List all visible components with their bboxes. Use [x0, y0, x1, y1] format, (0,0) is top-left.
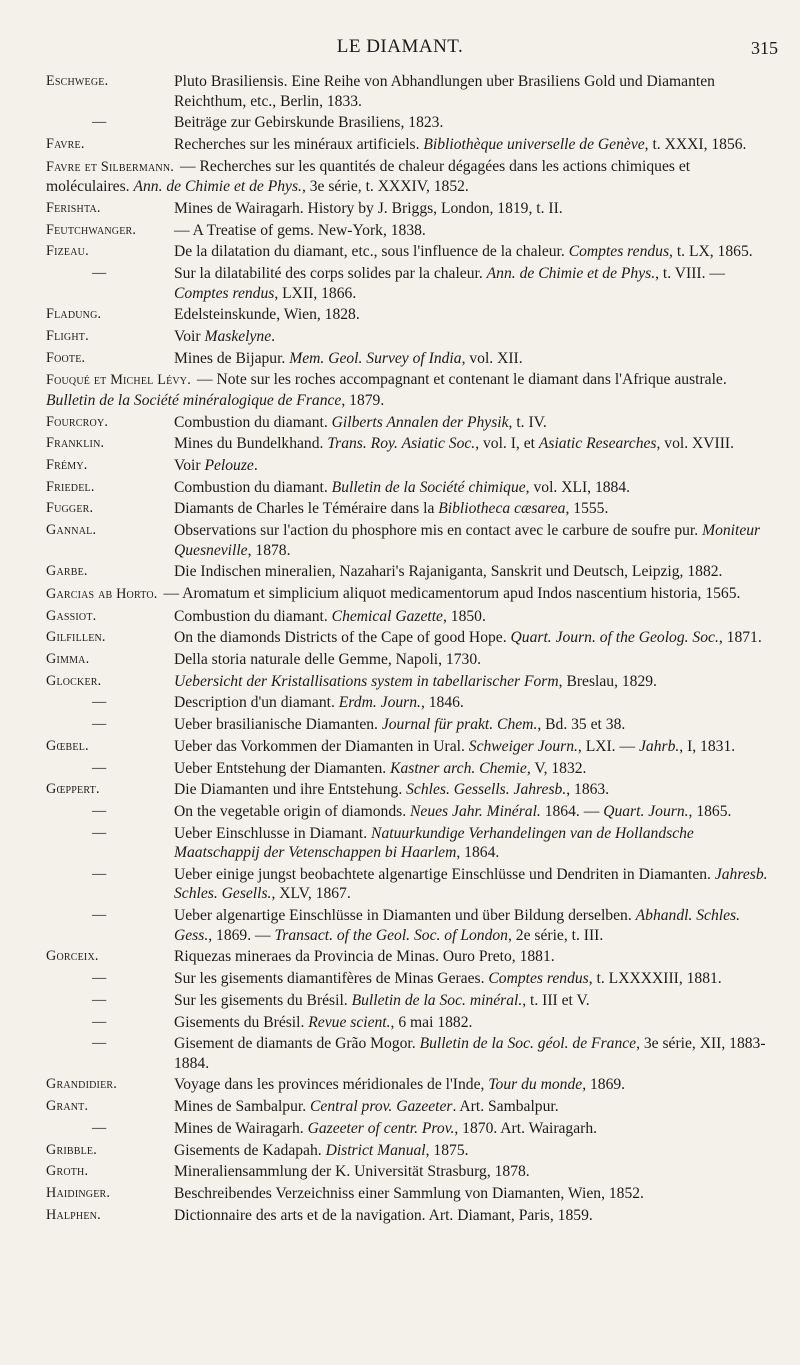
bibliography-entry [0, 824, 800, 863]
entry-text: Ueber algenartige Einschlüsse in Diamanten und über Bildung derselben. [174, 907, 636, 925]
entry-text: Sur les gisements du Brésil. [174, 991, 352, 1009]
entry-author: Groth. [46, 1163, 89, 1180]
bibliography-entry [0, 1034, 800, 1073]
entry-author: Gœppert. [46, 781, 100, 798]
entry-author: — [92, 824, 107, 841]
entry-source-title: Bibliothèque universelle de Genève [423, 135, 645, 153]
entry-author: Feutchwanger. [46, 221, 137, 238]
entry-source-title: Abhandl. Schles. Gess. [174, 907, 740, 944]
entry-text: , t. LX, 1865. [669, 243, 753, 261]
entry-source-title: Erdm. Journ. [338, 694, 421, 712]
entry-author: Glocker. [46, 672, 102, 689]
entry-text: Sur les gisements diamantifères de Minas Geraes. [174, 970, 489, 988]
entry-author: Grandidier. [46, 1076, 117, 1093]
entry-author: Gannal. [46, 522, 97, 539]
entry-text: De la dilatation du diamant, etc., sous l'influence de la chaleur. [174, 243, 569, 261]
entry-author: — [92, 907, 107, 924]
bibliography-entry [0, 628, 800, 648]
entry-text: Pluto Brasiliensis. Eine Reihe von Abhandlungen uber Brasiliens Gold und Diamanten Reichthum, etc., Berlin, 1833. [174, 73, 715, 110]
bibliography-entry [0, 584, 800, 605]
page-header [0, 36, 800, 64]
entry-text: . [253, 457, 258, 474]
entry-text: , 1865. [688, 802, 732, 820]
entry-author: — [92, 759, 107, 776]
entry-author: Frémy. [46, 457, 88, 473]
entry-text: , 1864. [456, 844, 500, 862]
entry-author: Friedel. [46, 478, 95, 495]
entry-text: Mines de Wairagarh. History by J. Briggs, London, 1819, t. II. [174, 199, 563, 217]
entry-citation [174, 479, 630, 496]
entry-author: — [92, 802, 107, 819]
entry-text: Ueber das Vorkommen der Diamanten in Ural. [174, 737, 469, 755]
bibliography-entry [0, 1206, 800, 1226]
entry-text: , 1875. [425, 1141, 469, 1159]
entry-source-title: Jahresb. Schles. Gesells. [174, 865, 768, 903]
entry-text: — Note sur les roches accompagnant et contenant le diamant dans l'Afrique australe. [196, 371, 727, 389]
entry-author: Fizeau. [46, 243, 89, 260]
entry-text: , 3e série, XII, 1883-1884. [174, 1035, 766, 1072]
entry-citation [174, 716, 625, 733]
entry-text: Voyage dans les provinces méridionales de l'Inde, [174, 1076, 489, 1094]
entry-author: — [92, 970, 107, 987]
entry-text: Mines de Sambalpur. [174, 1098, 310, 1116]
entry-text: , 1871. [718, 629, 762, 647]
entry-author: Fugger. [46, 500, 94, 517]
entry-source-title: Gilberts Annalen der Physik [331, 413, 509, 431]
entry-text: Mineraliensammlung der K. Universität Strasburg, 1878. [174, 1163, 530, 1181]
entry-source-title: Quart. Journ. [603, 802, 689, 820]
bibliography-entry [0, 780, 800, 800]
entry-text: Beiträge zur Gebirskunde Brasiliens, 1823. [174, 114, 444, 132]
entry-text: , 1870. Art. Wairagarh. [454, 1119, 598, 1137]
entry-text: Observations sur l'action du phosphore mis en contact avec le carbure de soufre pur. [174, 522, 703, 540]
entry-text: , 6 mai 1882. [390, 1013, 473, 1031]
entry-source-title: Comptes rendus [568, 243, 670, 261]
entry-citation [174, 825, 694, 862]
bibliography-entry [0, 434, 800, 454]
bibliography-entry [0, 327, 800, 347]
entry-author: Favre. [46, 135, 85, 152]
entry-text: , vol. XII. [461, 349, 523, 367]
entry-source-title: Uebersicht der Kristallisations system in tabellarischer Form [174, 672, 559, 690]
entry-text: , LXII, 1866. [274, 284, 357, 302]
entry-text: , 1878. [247, 541, 291, 559]
entry-author: Favre et Silbermann. [46, 158, 175, 175]
entry-text: , vol. XLI, 1884. [525, 478, 631, 496]
entry-text: , I, 1831. [679, 737, 736, 755]
entry-author: Garcias ab Horto. [46, 586, 158, 603]
entry-text: Beschreibendes Verzeichniss einer Sammlung von Diamanten, Wien, 1852. [174, 1184, 644, 1202]
entry-text: — Recherches sur les quantités de chaleur dégagées dans les actions chimiques et moléculaires. [46, 157, 691, 196]
entry-source-title: Transact. of the Geol. Soc. of London [274, 926, 508, 944]
entry-citation [174, 500, 608, 517]
entry-citation [174, 948, 555, 965]
entry-text: , Breslau, 1829. [558, 672, 657, 690]
entry-source-title: Jahrb. [638, 737, 680, 755]
entry-citation [174, 136, 746, 153]
entry-author: Franklin. [46, 435, 105, 452]
entry-text: Die Indischen mineralien, Nazahari's Rajaniganta, Sanskrit und Deutsch, Leipzig, 1882. [174, 563, 723, 581]
entry-source-title: Gazeeter of centr. Prov. [307, 1119, 455, 1137]
entry-text: On the diamonds Districts of the Cape of good Hope. [174, 629, 511, 647]
entry-author: Gassiot. [46, 607, 97, 624]
entry-text: Combustion du diamant. [174, 607, 332, 625]
entry-author: Fourcroy. [46, 413, 109, 430]
bibliography-entry [0, 715, 800, 735]
entry-author: Flight. [46, 327, 89, 344]
entry-text: Gisements de Kadapah. [174, 1141, 326, 1159]
entry-text: , t. LXXXXIII, 1881. [588, 970, 722, 988]
entry-source-title: Trans. Roy. Asiatic Soc. [327, 435, 476, 453]
entry-author: Gœbel. [46, 737, 89, 754]
entry-text: , 1850. [442, 607, 486, 625]
entry-author: Gribble. [46, 1141, 97, 1158]
entry-source-title: Ann. de Chimie et de Phys. [486, 265, 656, 282]
bibliography-entry [0, 242, 800, 262]
entry-author: — [92, 991, 107, 1008]
entry-text: , 1863. [566, 781, 610, 799]
entry-source-title: Bibliotheca cæsarea [438, 500, 566, 518]
entry-text: Mines du Bundelkhand. [174, 435, 328, 453]
entry-author: Ferishta. [46, 199, 101, 216]
page-number: 315 [751, 38, 778, 58]
bibliography-entry [0, 693, 800, 713]
entry-citation [174, 457, 258, 474]
entry-citation [174, 970, 722, 987]
entry-citation [174, 200, 563, 217]
bibliography-entry [0, 991, 800, 1011]
bibliography-entry [0, 865, 800, 904]
entry-source-title: Bulletin de la Société chimique [331, 478, 526, 496]
entry-citation [174, 563, 722, 580]
entry-author: Halphen. [46, 1206, 101, 1223]
bibliography-entry [0, 947, 800, 967]
bibliography-entry [0, 264, 800, 303]
entry-source-title: Natuurkundige Verhandelingen van de Hollandsche Maatschappij der Vetenschappen bi Haarlem [174, 824, 694, 862]
entry-source-title: Comptes rendus [174, 284, 275, 302]
entry-citation [174, 1120, 597, 1137]
entry-citation [174, 522, 760, 559]
entry-text: Die Diamanten und ihre Entstehung. [174, 781, 407, 799]
entry-text: , 1869. — [208, 926, 275, 944]
bibliography-entry [0, 199, 800, 219]
entry-author: Fladung. [46, 306, 102, 323]
entry-citation [174, 243, 753, 260]
bibliography-entry [0, 607, 800, 627]
entry-citation [174, 328, 275, 345]
entry-text: Recherches sur les minéraux artificiels. [174, 135, 424, 153]
entry-text: Ueber Einschlusse in Diamant. [174, 824, 372, 842]
bibliography-entry [0, 113, 800, 133]
bibliography-entry [0, 906, 800, 945]
entry-citation [174, 694, 464, 711]
entry-text: 1864. — [540, 802, 604, 820]
bibliography-entry [0, 650, 800, 670]
entry-citation [174, 1185, 644, 1202]
entry-citation [174, 435, 734, 452]
entry-author: — [92, 716, 107, 733]
entry-citation [174, 1207, 593, 1224]
bibliography-entry [0, 1119, 800, 1139]
entry-text: Gisement de diamants de Grão Mogor. [174, 1035, 420, 1053]
bibliography-entry [0, 672, 800, 692]
bibliography-list [0, 72, 800, 1225]
entry-text: , 1869. [582, 1076, 626, 1094]
bibliography-entry [0, 521, 800, 560]
bibliography-entry [0, 1141, 800, 1161]
entry-source-title: Journal für prakt. Chem. [381, 716, 538, 734]
bibliography-entry [0, 737, 800, 757]
entry-text: , 1846. [420, 694, 464, 712]
entry-text: , t. XXXI, 1856. [644, 135, 747, 153]
bibliography-entry [0, 802, 800, 822]
bibliography-entry [0, 1184, 800, 1204]
entry-citation [174, 1098, 559, 1115]
entry-author: Gimma. [46, 651, 90, 668]
entry-source-title: Kastner arch. Chemie [390, 759, 527, 777]
entry-text: — Aromatum et simplicium aliquot medicamentorum apud Indos nascentium historia, 1565. [163, 585, 741, 603]
entry-citation [174, 114, 443, 131]
entry-author: Gilfillen. [46, 629, 106, 646]
entry-citation [174, 1014, 472, 1031]
entry-text: On the vegetable origin of diamonds. [174, 802, 411, 820]
bibliography-entry [0, 72, 800, 111]
entry-text: , V, 1832. [526, 759, 587, 777]
entry-text: Ueber Entstehung der Diamanten. [174, 759, 391, 777]
entry-citation [174, 866, 768, 903]
entry-author: Fouqué et Michel Lévy. [46, 372, 191, 389]
entry-text: Gisements du Brésil. [174, 1013, 309, 1031]
bibliography-entry [0, 499, 800, 519]
bibliography-entry [0, 221, 800, 241]
entry-text: , XLV, 1867. [271, 885, 351, 903]
entry-citation [174, 265, 725, 302]
entry-text: Voir [174, 457, 205, 474]
entry-text: Sur la dilatabilité des corps solides par la chaleur. [174, 265, 487, 282]
entry-source-title: Quart. Journ. of the Geolog. Soc. [510, 629, 719, 647]
entry-text: Diamants de Charles le Téméraire dans la [174, 500, 439, 518]
entry-text: Mines de Bijapur. [174, 349, 290, 367]
entry-citation [174, 992, 590, 1009]
bibliography-entry [0, 370, 800, 410]
entry-author: — [92, 1013, 107, 1030]
entry-author: Garbe. [46, 563, 88, 580]
entry-citation [174, 760, 586, 777]
entry-source-title: Tour du monde [488, 1076, 583, 1094]
entry-source-title: Bulletin de la Société minéralogique de France [46, 391, 342, 409]
entry-citation [174, 781, 609, 798]
bibliography-entry [0, 157, 800, 197]
entry-source-title: Chemical Gazette [331, 607, 443, 625]
entry-text: , Bd. 35 et 38. [537, 716, 626, 734]
entry-text: , 1879. [341, 391, 385, 409]
entry-source-title: Central prov. Gazeeter [310, 1098, 453, 1116]
entry-source-title: Mem. Geol. Survey of India [289, 349, 462, 367]
entry-text: Ueber brasilianische Diamanten. [174, 716, 382, 734]
entry-text: Description d'un diamant. [174, 694, 339, 712]
entry-source-title: Schles. Gessells. Jahresb. [406, 781, 567, 799]
entry-source-title: Schweiger Journ. [468, 737, 578, 755]
entry-text: — A Treatise of gems. New-York, 1838. [174, 221, 426, 239]
entry-citation [174, 414, 547, 431]
entry-text: . [271, 327, 276, 345]
entry-source-title: Revue scient. [308, 1013, 391, 1031]
entry-author: — [92, 694, 107, 711]
entry-citation [174, 738, 735, 755]
entry-source-title: Maskelyne [204, 327, 272, 345]
entry-author: — [92, 1035, 107, 1052]
entry-citation [174, 629, 762, 646]
bibliography-entry [0, 1075, 800, 1095]
entry-author: — [92, 865, 107, 882]
entry-text: , LXI. — [577, 737, 639, 755]
entry-text: . Art. Sambalpur. [452, 1098, 559, 1116]
entry-text: , vol. I, et [475, 435, 539, 453]
bibliography-entry [0, 1097, 800, 1117]
bibliography-entry [0, 478, 800, 498]
entry-author: Eschwege. [46, 73, 109, 89]
entry-text: Voir [174, 327, 205, 345]
entry-author: — [92, 1119, 107, 1136]
entry-source-title: District Manual [325, 1141, 426, 1159]
bibliography-entry [0, 135, 800, 155]
entry-text: Della storia naturale delle Gemme, Napoli, 1730. [174, 651, 482, 669]
entry-source-title: Bulletin de la Soc. minéral. [351, 991, 523, 1009]
entry-text: Riquezas mineraes da Provincia de Minas. Ouro Preto, 1881. [174, 948, 555, 966]
entry-text: , t. VIII. — [655, 265, 725, 282]
entry-text: Combustion du diamant. [174, 478, 332, 496]
bibliography-entry [0, 1162, 800, 1182]
entry-author: — [92, 265, 107, 281]
entry-author: Foote. [46, 349, 86, 366]
entry-text: Dictionnaire des arts et de la navigation. Art. Diamant, Paris, 1859. [174, 1206, 593, 1224]
entry-source-title: Bulletin de la Soc. géol. de France [419, 1035, 637, 1053]
entry-citation [174, 1163, 530, 1180]
entry-text: Combustion du diamant. [174, 413, 332, 431]
entry-author: — [92, 114, 107, 131]
entry-author: Grant. [46, 1098, 89, 1115]
entry-citation [164, 585, 741, 602]
entry-citation [174, 1035, 766, 1072]
entry-author: Haidinger. [46, 1184, 111, 1201]
entry-text: , t. IV. [508, 413, 547, 431]
entry-citation [174, 651, 481, 668]
entry-source-title: Ann. de Chimie et de Phys. [133, 178, 302, 196]
entry-text: , 1555. [565, 500, 609, 518]
entry-citation [174, 306, 360, 323]
entry-citation [174, 1076, 625, 1093]
entry-author: Gorceix. [46, 948, 99, 965]
bibliography-entry [0, 305, 800, 325]
entry-citation [174, 673, 657, 690]
entry-text: Edelsteinskunde, Wien, 1828. [174, 306, 360, 324]
entry-citation [174, 608, 486, 625]
entry-text: , t. III et V. [522, 991, 590, 1009]
entry-text: , 3e série, t. XXXIV, 1852. [301, 178, 469, 196]
entry-citation [174, 1142, 469, 1159]
bibliography-entry [0, 349, 800, 369]
entry-text: , vol. XVIII. [656, 435, 735, 453]
entry-citation [174, 350, 523, 367]
bibliography-entry [0, 1013, 800, 1033]
entry-source-title: Neues Jahr. Minéral. [410, 802, 541, 820]
entry-citation [174, 73, 715, 110]
entry-text: , 2e série, t. III. [507, 926, 604, 944]
entry-source-title: Moniteur Quesneville [174, 522, 761, 559]
entry-text: Ueber einige jungst beobachtete algenartige Einschlüsse und Dendriten in Diamanten. [174, 865, 715, 883]
entry-source-title: Comptes rendus [488, 970, 589, 988]
running-title: LE DIAMANT. [336, 36, 464, 57]
bibliography-entry [0, 759, 800, 779]
bibliography-entry [0, 969, 800, 989]
entry-citation [174, 803, 731, 820]
entry-text: Mines de Wairagarh. [174, 1119, 308, 1137]
bibliography-entry [0, 456, 800, 476]
bibliography-entry [0, 413, 800, 433]
entry-citation [174, 907, 740, 944]
entry-source-title: Asiatic Researches [538, 435, 657, 453]
bibliography-entry [0, 562, 800, 582]
entry-citation [174, 222, 426, 239]
entry-source-title: Pelouze [204, 457, 254, 474]
